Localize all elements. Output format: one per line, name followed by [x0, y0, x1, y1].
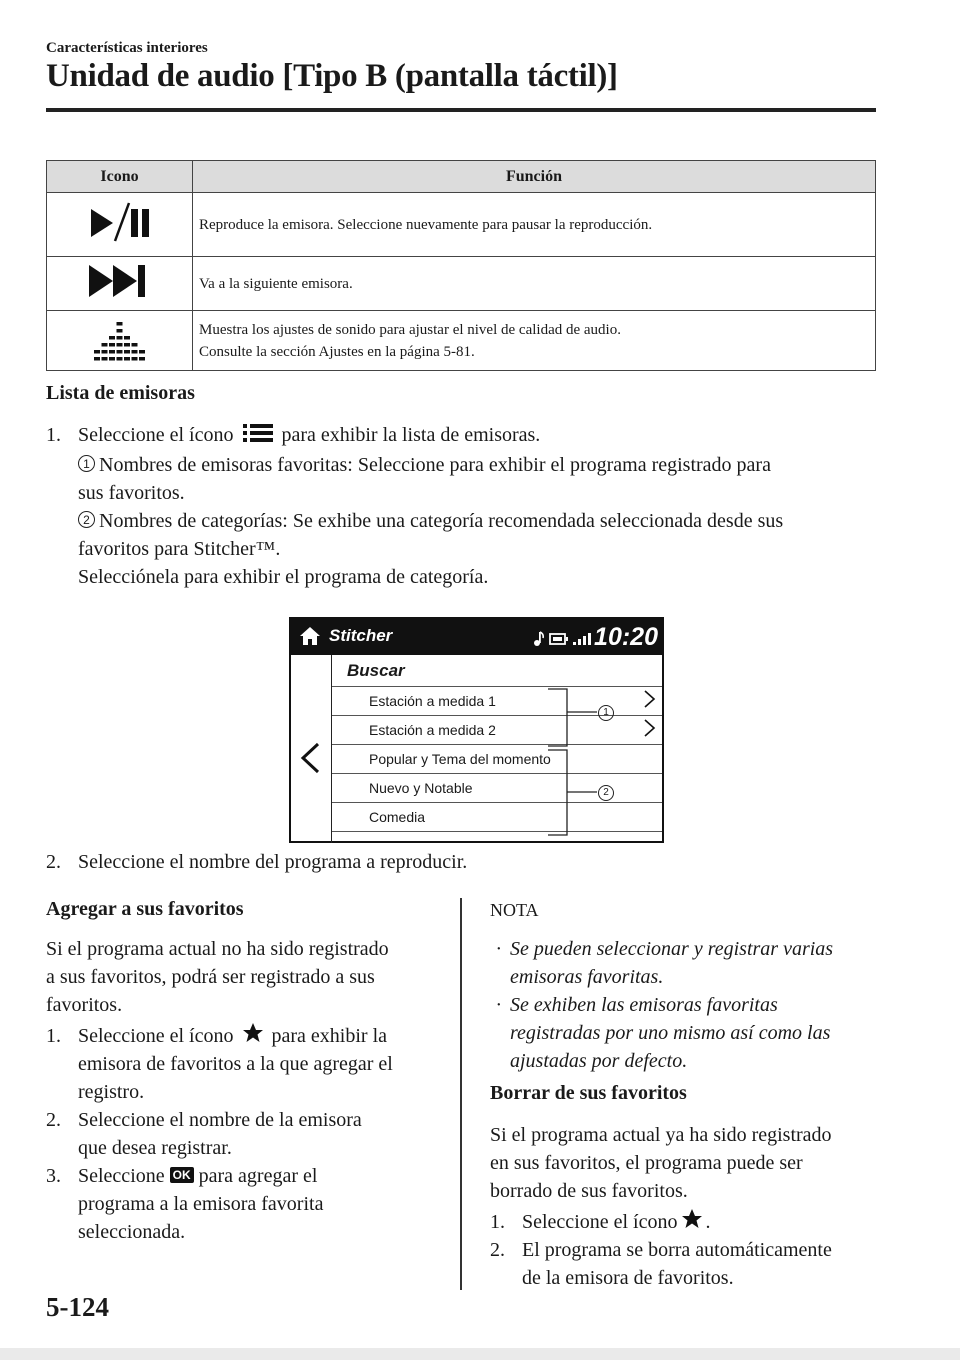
step-number: 1. [46, 424, 61, 446]
add-favorites-heading: Agregar a sus favoritos [46, 898, 244, 920]
step-text: Seleccione el ícono [78, 1025, 234, 1047]
note-2-line-3: Selecciónela para exhibir el programa de categoría. [78, 566, 489, 588]
note-line: Se exhiben las emisoras favoritas [510, 994, 778, 1016]
remove-step-2-line-2: de la emisora de favoritos. [522, 1267, 734, 1289]
step-text: para exhibir la lista de emisoras. [281, 424, 541, 446]
footer-bar [0, 1348, 960, 1360]
callout-1: 1 [598, 705, 614, 721]
note-text: Nombres de categorías: Se exhibe una categoría recomendada seleccionada desde sus [99, 510, 784, 532]
note-line: registradas por uno mismo así como las [510, 1022, 831, 1044]
table-header-function: Función [193, 161, 876, 193]
bullet-icon: · [496, 938, 501, 960]
remove-step-1 [522, 1208, 711, 1238]
table-cell-function [193, 311, 876, 371]
list-item-label: Estación a medida 2 [369, 722, 496, 738]
note-line: emisoras favoritas. [510, 966, 664, 988]
skip-next-icon [47, 257, 193, 311]
title-rule [46, 108, 876, 112]
step-text: Seleccione [78, 1165, 165, 1187]
step-2-line-2: que desea registrar. [78, 1137, 232, 1159]
paragraph-line: a sus favoritos, podrá ser registrado a sus [46, 966, 375, 988]
search-label[interactable]: Buscar [347, 661, 405, 680]
function-text: Va a la siguiente emisora. [199, 275, 353, 292]
note-2-line-2: favoritos para Stitcher™. [78, 538, 281, 560]
function-text: Muestra los ajustes de sonido para ajustar el nivel de calidad de audio. [199, 321, 621, 338]
note-1-line-2: sus favoritos. [78, 482, 185, 504]
step-text: para agregar el [198, 1165, 318, 1187]
list-item-label: Comedia [369, 809, 426, 825]
step-2-text: Seleccione el nombre del programa a reproducir. [78, 851, 468, 873]
step-3-line-1 [78, 1162, 317, 1190]
step-3-line-2: programa a la emisora favorita [78, 1193, 324, 1215]
note-label: NOTA [490, 900, 539, 920]
note-line: ajustadas por defecto. [510, 1050, 688, 1072]
function-text: Consulte la sección Ajustes en la página 5-81. [199, 343, 475, 360]
step-1-line-3: registro. [78, 1081, 145, 1103]
step-3-line-3: seleccionada. [78, 1221, 186, 1243]
ok-button-icon: OK [170, 1167, 194, 1183]
table-row [47, 311, 876, 371]
remove-step-2-line-1: El programa se borra automáticamente [522, 1239, 832, 1261]
callout-brackets [291, 619, 662, 841]
list-item-label: Nuevo y Notable [369, 780, 473, 796]
step-2-number: 2. [46, 851, 61, 873]
step-number: 1. [46, 1025, 61, 1047]
step-text: para exhibir la [271, 1025, 387, 1047]
paragraph-line: favoritos. [46, 994, 123, 1016]
star-icon [242, 1022, 264, 1052]
list-icon [242, 423, 274, 451]
table-cell-function [193, 257, 876, 311]
remove-favorites-heading: Borrar de sus favoritos [490, 1082, 687, 1104]
note-2-line-1 [78, 507, 783, 535]
table-header-icon: Icono [47, 161, 193, 193]
icon-function-table [46, 160, 876, 371]
paragraph-line: borrado de sus favoritos. [490, 1180, 688, 1202]
note-line: Se pueden seleccionar y registrar varias [510, 938, 834, 960]
step-number: 1. [490, 1211, 505, 1233]
table-header-row [47, 161, 876, 193]
step-1-text [78, 421, 540, 451]
step-1-line-2: emisora de favoritos a la que agregar el [78, 1053, 393, 1075]
list-item-label: Popular y Tema del momento [369, 751, 551, 767]
table-row [47, 193, 876, 257]
note-text: Nombres de emisoras favoritas: Seleccione para exhibir el programa registrado para [99, 454, 771, 476]
step-text: Seleccione el ícono [522, 1211, 678, 1233]
callout-number-1: 1 [78, 455, 95, 472]
page-title: Unidad de audio [Tipo B (pantalla táctil)] [46, 58, 618, 94]
step-1 [46, 421, 61, 449]
step-text: Seleccione el ícono [78, 424, 234, 446]
function-text: Reproduce la emisora. Seleccione nuevamente para pausar la reproducción. [199, 216, 653, 233]
step-number: 2. [46, 1109, 61, 1131]
equalizer-icon [47, 311, 193, 371]
paragraph-line: en sus favoritos, el programa puede ser [490, 1152, 803, 1174]
clock: 10:20 [594, 623, 658, 651]
station-list-heading: Lista de emisoras [46, 382, 195, 404]
play-pause-icon [47, 193, 193, 257]
column-divider [460, 898, 462, 1290]
callout-number-2: 2 [78, 511, 95, 528]
note-1-line-1 [78, 451, 771, 479]
paragraph-line: Si el programa actual ya ha sido registrado [490, 1124, 832, 1146]
list-item-label: Estación a medida 1 [369, 693, 496, 709]
paragraph-line: Si el programa actual no ha sido registrado [46, 938, 389, 960]
page-number: 5-124 [46, 1292, 109, 1322]
step-number: 3. [46, 1165, 61, 1187]
bullet-icon: · [496, 994, 501, 1016]
step-number: 2. [490, 1239, 505, 1261]
section-label: Características interiores [46, 40, 208, 56]
step-2-line-1: Seleccione el nombre de la emisora [78, 1109, 362, 1131]
callout-2: 2 [598, 785, 614, 801]
step-1-line-1 [78, 1022, 387, 1052]
app-name: Stitcher [329, 626, 393, 645]
table-row [47, 257, 876, 311]
table-cell-function [193, 193, 876, 257]
stitcher-screen [289, 617, 664, 843]
step-text: . [705, 1211, 711, 1233]
star-icon [681, 1208, 703, 1238]
